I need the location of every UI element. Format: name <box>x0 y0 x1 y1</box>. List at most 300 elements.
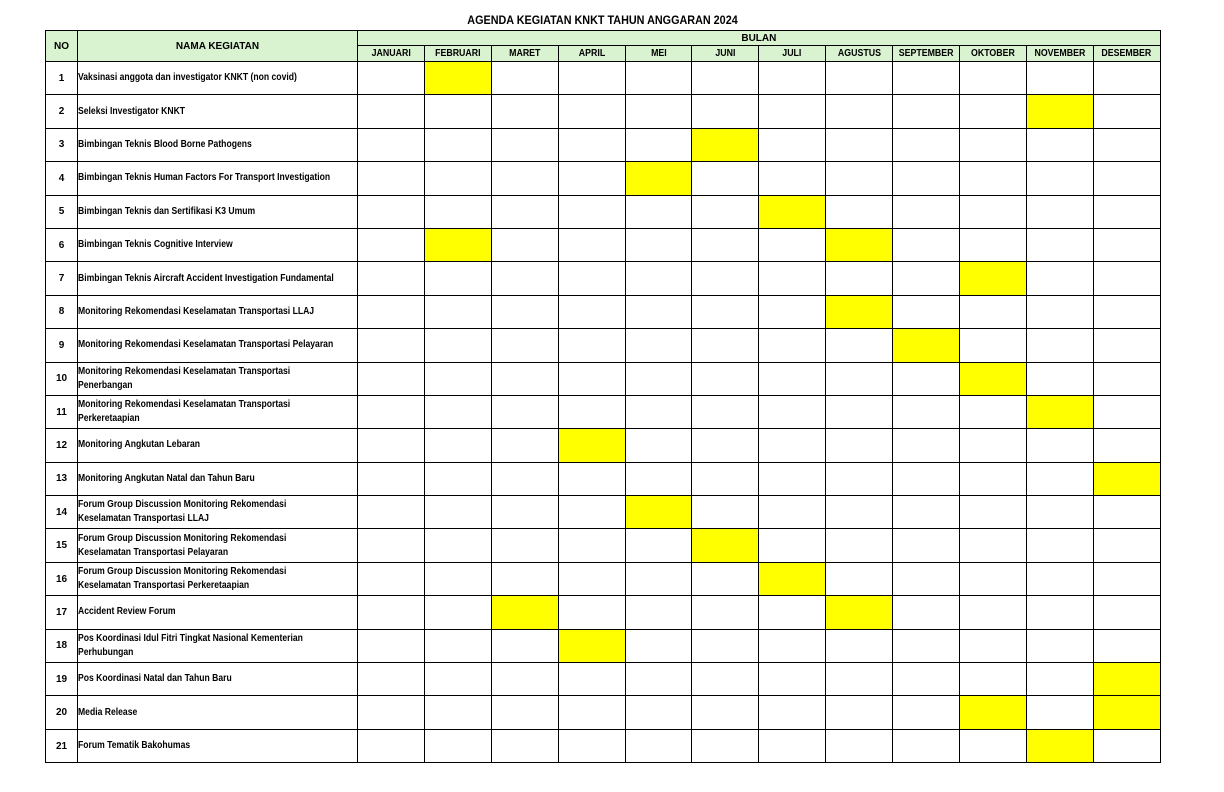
month-cell <box>826 128 893 161</box>
activity-name: Forum Group Discussion Monitoring Rekomendasi Keselamatan Transportasi Perkeretaapian <box>78 562 358 595</box>
month-cell <box>960 462 1027 495</box>
row-number: 18 <box>46 629 78 662</box>
month-cell <box>692 62 759 95</box>
month-cell <box>692 162 759 195</box>
month-cell <box>558 696 625 729</box>
row-number: 2 <box>46 95 78 128</box>
column-header-bulan: BULAN <box>358 31 1161 46</box>
scheduled-month-cell <box>759 562 826 595</box>
month-cell <box>960 195 1027 228</box>
month-cell <box>1093 262 1160 295</box>
month-cell <box>692 562 759 595</box>
month-cell <box>759 295 826 328</box>
month-cell <box>692 295 759 328</box>
month-cell <box>358 729 425 762</box>
activity-name: Forum Group Discussion Monitoring Rekomendasi Keselamatan Transportasi Pelayaran <box>78 529 358 562</box>
scheduled-month-cell <box>692 128 759 161</box>
month-cell <box>759 729 826 762</box>
month-cell <box>358 228 425 261</box>
table-row <box>46 95 1161 128</box>
activity-name: Bimbingan Teknis Human Factors For Transport Investigation <box>78 162 358 195</box>
month-cell <box>826 429 893 462</box>
table-row <box>46 696 1161 729</box>
month-cell <box>1093 529 1160 562</box>
row-number: 10 <box>46 362 78 395</box>
month-header-juli: JULI <box>759 46 826 62</box>
month-cell <box>1093 95 1160 128</box>
month-cell <box>358 629 425 662</box>
scheduled-month-cell <box>424 62 491 95</box>
month-cell <box>558 128 625 161</box>
month-header-januari: JANUARI <box>358 46 425 62</box>
month-cell <box>424 195 491 228</box>
month-cell <box>424 696 491 729</box>
month-cell <box>1093 496 1160 529</box>
month-cell <box>491 529 558 562</box>
month-cell <box>826 529 893 562</box>
month-cell <box>558 295 625 328</box>
scheduled-month-cell <box>424 228 491 261</box>
month-cell <box>491 62 558 95</box>
month-cell <box>1026 295 1093 328</box>
month-cell <box>893 228 960 261</box>
month-cell <box>424 462 491 495</box>
month-cell <box>893 95 960 128</box>
month-header-juni: JUNI <box>692 46 759 62</box>
month-cell <box>759 228 826 261</box>
month-cell <box>1093 329 1160 362</box>
row-number: 5 <box>46 195 78 228</box>
month-cell <box>358 462 425 495</box>
month-cell <box>893 429 960 462</box>
scheduled-month-cell <box>960 362 1027 395</box>
month-cell <box>625 663 692 696</box>
scheduled-month-cell <box>1026 395 1093 428</box>
month-cell <box>1026 195 1093 228</box>
month-cell <box>893 262 960 295</box>
row-number: 17 <box>46 596 78 629</box>
month-cell <box>358 596 425 629</box>
month-cell <box>424 596 491 629</box>
month-cell <box>1093 395 1160 428</box>
month-cell <box>1093 128 1160 161</box>
month-cell <box>491 128 558 161</box>
month-cell <box>625 395 692 428</box>
table-row <box>46 262 1161 295</box>
activity-name: Monitoring Rekomendasi Keselamatan Transportasi Perkeretaapian <box>78 395 358 428</box>
month-cell <box>1026 529 1093 562</box>
month-cell <box>1093 562 1160 595</box>
scheduled-month-cell <box>491 596 558 629</box>
table-row <box>46 663 1161 696</box>
month-cell <box>826 195 893 228</box>
month-cell <box>893 629 960 662</box>
scheduled-month-cell <box>826 596 893 629</box>
month-cell <box>625 629 692 662</box>
table-row <box>46 295 1161 328</box>
month-cell <box>692 362 759 395</box>
month-cell <box>424 162 491 195</box>
month-cell <box>558 95 625 128</box>
table-row <box>46 596 1161 629</box>
scheduled-month-cell <box>1093 663 1160 696</box>
row-number: 21 <box>46 729 78 762</box>
month-cell <box>558 162 625 195</box>
month-cell <box>358 62 425 95</box>
month-cell <box>625 329 692 362</box>
month-cell <box>826 95 893 128</box>
month-cell <box>826 629 893 662</box>
month-cell <box>1026 696 1093 729</box>
month-cell <box>960 663 1027 696</box>
month-cell <box>625 562 692 595</box>
month-cell <box>358 128 425 161</box>
row-number: 7 <box>46 262 78 295</box>
activity-name: Bimbingan Teknis dan Sertifikasi K3 Umum <box>78 195 358 228</box>
table-row <box>46 128 1161 161</box>
month-cell <box>692 729 759 762</box>
month-cell <box>692 663 759 696</box>
month-cell <box>358 529 425 562</box>
month-cell <box>960 596 1027 629</box>
month-cell <box>759 362 826 395</box>
scheduled-month-cell <box>558 629 625 662</box>
month-cell <box>692 195 759 228</box>
month-cell <box>960 329 1027 362</box>
month-cell <box>692 462 759 495</box>
month-cell <box>558 529 625 562</box>
scheduled-month-cell <box>625 162 692 195</box>
month-cell <box>358 262 425 295</box>
month-header-november: NOVEMBER <box>1026 46 1093 62</box>
month-cell <box>558 195 625 228</box>
month-cell <box>1093 162 1160 195</box>
month-cell <box>491 195 558 228</box>
month-cell <box>826 329 893 362</box>
month-cell <box>424 262 491 295</box>
month-cell <box>491 429 558 462</box>
month-cell <box>625 95 692 128</box>
month-cell <box>893 362 960 395</box>
month-cell <box>625 529 692 562</box>
scheduled-month-cell <box>1026 95 1093 128</box>
month-cell <box>826 729 893 762</box>
scheduled-month-cell <box>826 228 893 261</box>
month-cell <box>558 362 625 395</box>
table-row <box>46 529 1161 562</box>
month-cell <box>1093 429 1160 462</box>
table-row <box>46 162 1161 195</box>
month-cell <box>491 562 558 595</box>
month-cell <box>625 362 692 395</box>
month-cell <box>1093 228 1160 261</box>
month-cell <box>759 329 826 362</box>
month-cell <box>1093 295 1160 328</box>
month-cell <box>558 663 625 696</box>
scheduled-month-cell <box>692 529 759 562</box>
month-cell <box>1026 162 1093 195</box>
month-cell <box>759 496 826 529</box>
month-cell <box>558 729 625 762</box>
activity-name: Media Release <box>78 696 358 729</box>
activity-name: Seleksi Investigator KNKT <box>78 95 358 128</box>
month-cell <box>625 696 692 729</box>
month-cell <box>424 496 491 529</box>
row-number: 20 <box>46 696 78 729</box>
activity-name: Accident Review Forum <box>78 596 358 629</box>
agenda-body <box>46 62 1161 763</box>
month-cell <box>826 162 893 195</box>
month-cell <box>826 362 893 395</box>
month-cell <box>893 295 960 328</box>
month-cell <box>759 429 826 462</box>
scheduled-month-cell <box>960 262 1027 295</box>
month-cell <box>558 596 625 629</box>
month-cell <box>424 295 491 328</box>
month-cell <box>1026 329 1093 362</box>
month-header-mei: MEI <box>625 46 692 62</box>
month-cell <box>424 629 491 662</box>
month-cell <box>960 529 1027 562</box>
activity-name: Pos Koordinasi Idul Fitri Tingkat Nasional Kementerian Perhubungan <box>78 629 358 662</box>
month-cell <box>491 262 558 295</box>
month-cell <box>759 663 826 696</box>
row-number: 3 <box>46 128 78 161</box>
scheduled-month-cell <box>558 429 625 462</box>
month-cell <box>491 496 558 529</box>
month-cell <box>491 228 558 261</box>
month-cell <box>826 395 893 428</box>
row-number: 9 <box>46 329 78 362</box>
month-header-maret: MARET <box>491 46 558 62</box>
scheduled-month-cell <box>893 329 960 362</box>
row-number: 1 <box>46 62 78 95</box>
month-cell <box>358 496 425 529</box>
month-cell <box>358 195 425 228</box>
month-cell <box>358 162 425 195</box>
table-row <box>46 362 1161 395</box>
activity-name: Forum Tematik Bakohumas <box>78 729 358 762</box>
activity-name: Bimbingan Teknis Cognitive Interview <box>78 228 358 261</box>
month-cell <box>692 395 759 428</box>
month-cell <box>491 729 558 762</box>
month-cell <box>558 262 625 295</box>
month-header-oktober: OKTOBER <box>960 46 1027 62</box>
month-cell <box>358 362 425 395</box>
month-cell <box>424 95 491 128</box>
month-cell <box>960 562 1027 595</box>
row-number: 8 <box>46 295 78 328</box>
month-cell <box>625 228 692 261</box>
month-cell <box>826 262 893 295</box>
month-cell <box>1026 663 1093 696</box>
month-cell <box>692 596 759 629</box>
scheduled-month-cell <box>1093 462 1160 495</box>
month-cell <box>558 496 625 529</box>
month-cell <box>491 663 558 696</box>
month-cell <box>893 562 960 595</box>
month-cell <box>1026 228 1093 261</box>
month-cell <box>424 429 491 462</box>
month-cell <box>625 128 692 161</box>
month-cell <box>960 162 1027 195</box>
month-cell <box>759 629 826 662</box>
month-cell <box>826 496 893 529</box>
month-cell <box>826 62 893 95</box>
month-cell <box>692 329 759 362</box>
month-cell <box>558 62 625 95</box>
month-cell <box>625 262 692 295</box>
month-cell <box>960 62 1027 95</box>
month-cell <box>759 529 826 562</box>
month-cell <box>1093 629 1160 662</box>
month-cell <box>1093 195 1160 228</box>
month-cell <box>960 629 1027 662</box>
scheduled-month-cell <box>759 195 826 228</box>
month-cell <box>759 596 826 629</box>
month-cell <box>1026 629 1093 662</box>
month-cell <box>893 496 960 529</box>
month-cell <box>1026 462 1093 495</box>
month-cell <box>893 729 960 762</box>
row-number: 4 <box>46 162 78 195</box>
month-cell <box>491 295 558 328</box>
month-cell <box>491 462 558 495</box>
month-cell <box>960 295 1027 328</box>
month-cell <box>358 95 425 128</box>
month-cell <box>692 228 759 261</box>
month-header-desember: DESEMBER <box>1093 46 1160 62</box>
activity-name: Vaksinasi anggota dan investigator KNKT (non covid) <box>78 62 358 95</box>
month-cell <box>358 295 425 328</box>
month-cell <box>491 395 558 428</box>
month-cell <box>960 429 1027 462</box>
month-cell <box>1026 562 1093 595</box>
month-header-september: SEPTEMBER <box>893 46 960 62</box>
scheduled-month-cell <box>960 696 1027 729</box>
month-cell <box>424 395 491 428</box>
scheduled-month-cell <box>625 496 692 529</box>
month-cell <box>1026 429 1093 462</box>
month-cell <box>491 329 558 362</box>
activity-name: Pos Koordinasi Natal dan Tahun Baru <box>78 663 358 696</box>
month-cell <box>424 663 491 696</box>
month-cell <box>893 128 960 161</box>
activity-name: Bimbingan Teknis Aircraft Accident Investigation Fundamental <box>78 262 358 295</box>
month-cell <box>893 395 960 428</box>
month-cell <box>358 663 425 696</box>
month-cell <box>893 529 960 562</box>
activity-name: Monitoring Angkutan Natal dan Tahun Baru <box>78 462 358 495</box>
month-cell <box>960 395 1027 428</box>
month-cell <box>424 362 491 395</box>
month-cell <box>491 696 558 729</box>
table-row <box>46 729 1161 762</box>
month-header-april: APRIL <box>558 46 625 62</box>
month-cell <box>692 629 759 662</box>
month-cell <box>491 362 558 395</box>
month-cell <box>1026 362 1093 395</box>
month-cell <box>692 262 759 295</box>
month-cell <box>759 395 826 428</box>
month-cell <box>358 562 425 595</box>
month-cell <box>625 429 692 462</box>
month-cell <box>759 696 826 729</box>
activity-name: Monitoring Rekomendasi Keselamatan Transportasi LLAJ <box>78 295 358 328</box>
activity-name: Forum Group Discussion Monitoring Rekomendasi Keselamatan Transportasi LLAJ <box>78 496 358 529</box>
month-cell <box>692 496 759 529</box>
month-cell <box>625 462 692 495</box>
month-cell <box>491 95 558 128</box>
month-cell <box>1026 128 1093 161</box>
table-row <box>46 62 1161 95</box>
month-cell <box>826 663 893 696</box>
row-number: 15 <box>46 529 78 562</box>
month-cell <box>1093 62 1160 95</box>
month-cell <box>558 562 625 595</box>
row-number: 11 <box>46 395 78 428</box>
month-cell <box>424 128 491 161</box>
month-cell <box>558 228 625 261</box>
month-cell <box>625 295 692 328</box>
row-number: 6 <box>46 228 78 261</box>
month-cell <box>893 462 960 495</box>
month-cell <box>424 529 491 562</box>
table-row <box>46 496 1161 529</box>
month-cell <box>893 663 960 696</box>
agenda-table <box>45 30 1161 763</box>
month-cell <box>960 95 1027 128</box>
table-row <box>46 195 1161 228</box>
month-cell <box>759 162 826 195</box>
month-cell <box>692 696 759 729</box>
row-number: 14 <box>46 496 78 529</box>
row-number: 19 <box>46 663 78 696</box>
month-cell <box>826 462 893 495</box>
month-cell <box>893 162 960 195</box>
table-row <box>46 462 1161 495</box>
month-cell <box>759 62 826 95</box>
month-cell <box>1093 596 1160 629</box>
month-cell <box>893 696 960 729</box>
row-number: 16 <box>46 562 78 595</box>
month-cell <box>960 496 1027 529</box>
month-cell <box>1026 596 1093 629</box>
activity-name: Monitoring Rekomendasi Keselamatan Transportasi Penerbangan <box>78 362 358 395</box>
month-cell <box>759 128 826 161</box>
month-cell <box>558 462 625 495</box>
month-cell <box>960 228 1027 261</box>
month-header-agustus: AGUSTUS <box>826 46 893 62</box>
month-cell <box>1026 496 1093 529</box>
month-cell <box>692 429 759 462</box>
month-cell <box>1026 62 1093 95</box>
table-row <box>46 429 1161 462</box>
month-cell <box>1026 262 1093 295</box>
month-cell <box>424 729 491 762</box>
month-cell <box>960 729 1027 762</box>
scheduled-month-cell <box>1093 696 1160 729</box>
month-cell <box>692 95 759 128</box>
month-cell <box>491 629 558 662</box>
table-row <box>46 629 1161 662</box>
month-cell <box>358 395 425 428</box>
month-cell <box>1093 729 1160 762</box>
month-cell <box>625 195 692 228</box>
table-row <box>46 228 1161 261</box>
month-cell <box>960 128 1027 161</box>
month-cell <box>424 329 491 362</box>
